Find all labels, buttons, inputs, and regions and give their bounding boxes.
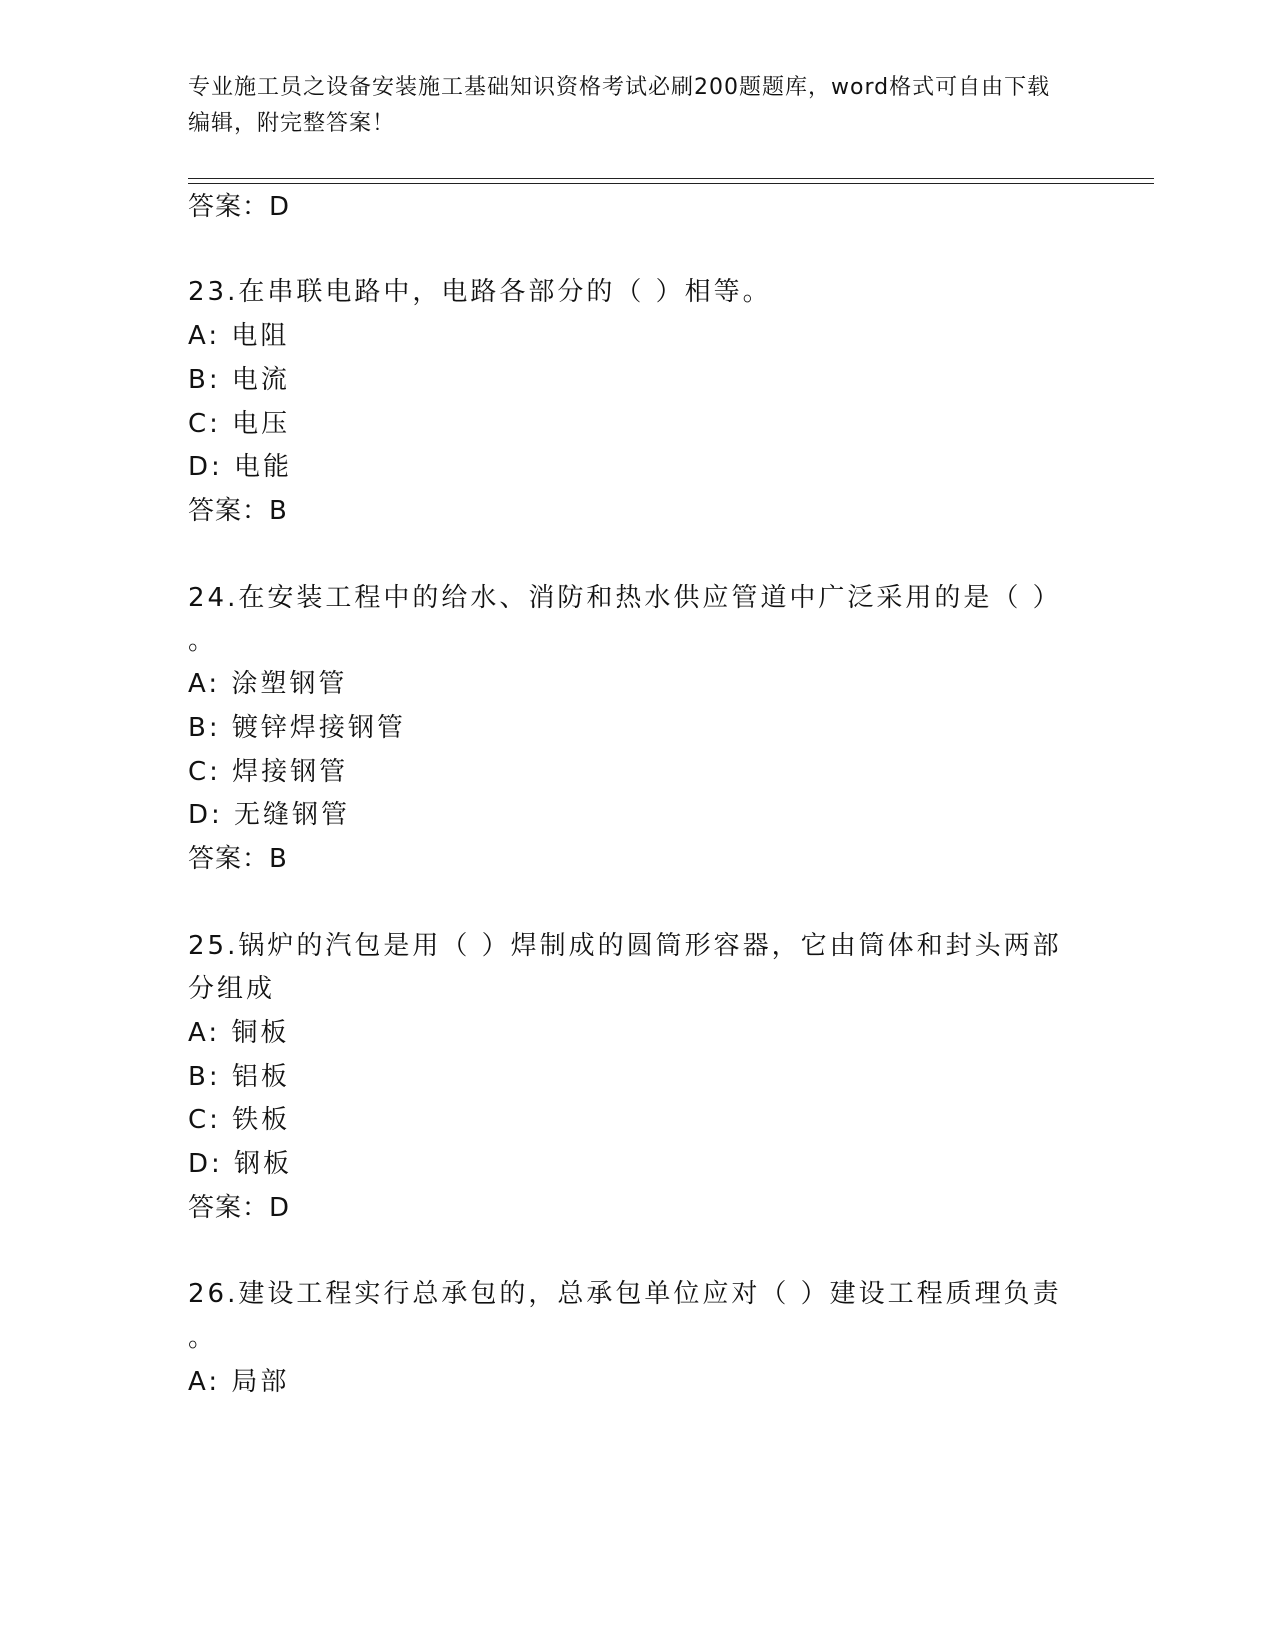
- question-25-option-d: D: 钢板: [188, 1149, 293, 1179]
- question-25-stem: 25.锅炉的汽包是用（ ）焊制成的圆筒形容器，它由筒体和封头两部: [188, 931, 1062, 961]
- question-25-option-a: A: 铜板: [188, 1018, 290, 1048]
- question-25-answer: 答案：D: [188, 1193, 291, 1223]
- answer-22: 答案：D: [188, 192, 291, 222]
- question-25-option-b: B: 铝板: [188, 1062, 290, 1092]
- question-26-stem: 26.建设工程实行总承包的，总承包单位应对（ ）建设工程质理负责: [188, 1279, 1062, 1309]
- question-23-option-d: D: 电能: [188, 452, 293, 482]
- question-23-stem: 23.在串联电路中，电路各部分的（ ）相等。: [188, 277, 772, 307]
- question-25-stem-continued: 分组成: [188, 974, 276, 1004]
- question-24-answer: 答案：B: [188, 844, 288, 874]
- question-23-option-a: A: 电阻: [188, 321, 290, 351]
- document-header: 专业施工员之设备安装施工基础知识资格考试必刷200题题库，word格式可自由下载编辑，附完整答案！: [188, 75, 1051, 136]
- header-divider: [188, 178, 1154, 179]
- question-24-option-d: D: 无缝钢管: [188, 800, 351, 830]
- header-divider-second: [188, 183, 1154, 184]
- question-23-answer: 答案：B: [188, 496, 288, 526]
- question-25-option-c: C: 铁板: [188, 1105, 291, 1135]
- question-24-stem: 24.在安装工程中的给水、消防和热水供应管道中广泛采用的是（ ）: [188, 583, 1062, 613]
- question-24-option-b: B: 镀锌焊接钢管: [188, 713, 406, 743]
- question-26-stem-continued: 。: [188, 1323, 218, 1353]
- question-26-option-a: A: 局部: [188, 1367, 290, 1397]
- question-23-option-b: B: 电流: [188, 365, 290, 395]
- question-24-stem-continued: 。: [188, 626, 218, 656]
- question-24-option-a: A: 涂塑钢管: [188, 669, 348, 699]
- question-23-option-c: C: 电压: [188, 409, 291, 439]
- question-24-option-c: C: 焊接钢管: [188, 757, 349, 787]
